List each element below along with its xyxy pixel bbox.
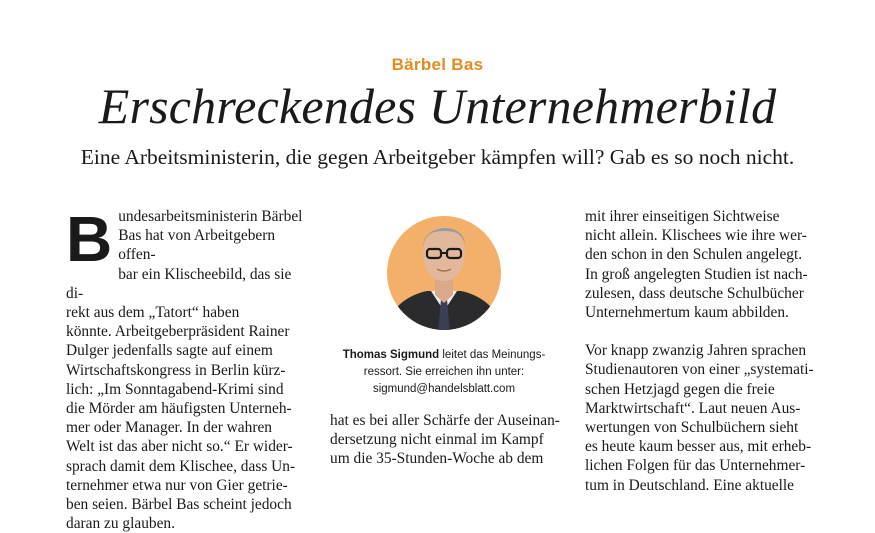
column-3-paragraph-2 xyxy=(585,341,825,495)
text-line: schen Hetzjagd gegen die freie xyxy=(585,380,775,398)
text-line: lichen Folgen für das Unternehmer- xyxy=(585,457,806,475)
text-line: um die 35-Stunden-Woche ab dem xyxy=(330,450,544,468)
caption-text: ressort. Sie erreichen ihn unter: xyxy=(363,366,525,378)
text-line: ternehmer etwa nur von Gier getrie- xyxy=(66,476,288,494)
text-line: wertungen von Schulbüchern sieht xyxy=(585,419,799,437)
text-line: zulesen, dass deutsche Schulbücher xyxy=(585,284,804,302)
text-line: tum in Deutschland. Eine aktuelle xyxy=(585,476,794,494)
article-column-3 xyxy=(585,207,825,495)
text-line: den schon in den Schulen angelegt. xyxy=(585,246,803,264)
text-line: sprach damit dem Klischee, dass Un- xyxy=(66,457,296,475)
text-line: Unternehmertum kaum abbilden. xyxy=(585,304,789,322)
text-line: Marktwirtschaft“. Laut neuen Aus- xyxy=(585,399,801,417)
text-line: mer oder Manager. In der wahren xyxy=(66,419,272,437)
article-headline: Erschreckendes Unternehmerbild xyxy=(98,78,777,134)
text-line: könnte. Arbeitgeberpräsident Rainer xyxy=(66,323,290,341)
text-line: mit ihrer einseitigen Sichtweise xyxy=(585,208,780,225)
text-line: die Mörder am häufigsten Unterneh- xyxy=(66,400,292,418)
text-line: In groß angelegten Studien ist nach- xyxy=(585,265,808,283)
text-line: undesarbeitsministerin Bärbel xyxy=(118,208,303,225)
drop-cap: B xyxy=(66,203,113,275)
text-line: ben seien. Bärbel Bas scheint jedoch xyxy=(66,496,292,514)
article-column-1 xyxy=(66,203,306,533)
text-line: daran zu glauben. xyxy=(66,515,175,533)
article-subheadline: Eine Arbeitsministerin, die gegen Arbeitgeber kämpfen will? Gab es so noch nicht. xyxy=(80,145,795,169)
article-column-2 xyxy=(330,411,570,469)
author-name: Thomas Sigmund xyxy=(342,349,440,361)
text-line: bar ein Klischeebild, das sie di- xyxy=(66,265,292,302)
text-line: Vor knapp zwanzig Jahren sprachen xyxy=(585,342,807,360)
column-3-paragraph-1 xyxy=(585,207,825,322)
text-line: Dulger jedenfalls sagte auf einem xyxy=(66,342,273,360)
text-line: rekt aus dem „Tatort“ haben xyxy=(66,304,240,322)
text-line: Wirtschaftskongress in Berlin kürz- xyxy=(66,361,286,379)
text-line: nicht allein. Klischees wie ihre wer- xyxy=(585,227,807,245)
author-portrait xyxy=(387,199,501,334)
text-line: lich: „Im Sonntagabend-Krimi sind xyxy=(66,380,284,398)
text-line: hat es bei aller Schärfe der Auseinan- xyxy=(330,412,560,429)
text-line: es heute kaum besser aus, mit erheb- xyxy=(585,438,812,456)
text-line: Welt ist das aber nicht so.“ Er wider- xyxy=(66,438,293,456)
caption-text: leitet das Meinungs- xyxy=(439,349,546,361)
text-line: dersetzung nicht einmal im Kampf xyxy=(330,431,544,449)
column-1-paragraph xyxy=(66,203,306,533)
article-kicker: Bärbel Bas xyxy=(391,55,484,74)
author-caption xyxy=(330,347,558,398)
text-line: Bas hat von Arbeitgebern offen- xyxy=(118,227,276,264)
author-email-link[interactable]: sigmund@handelsblatt.com xyxy=(372,383,516,395)
text-line: Studienautoren von einer „systemati- xyxy=(585,361,814,379)
column-2-paragraph xyxy=(330,411,570,469)
